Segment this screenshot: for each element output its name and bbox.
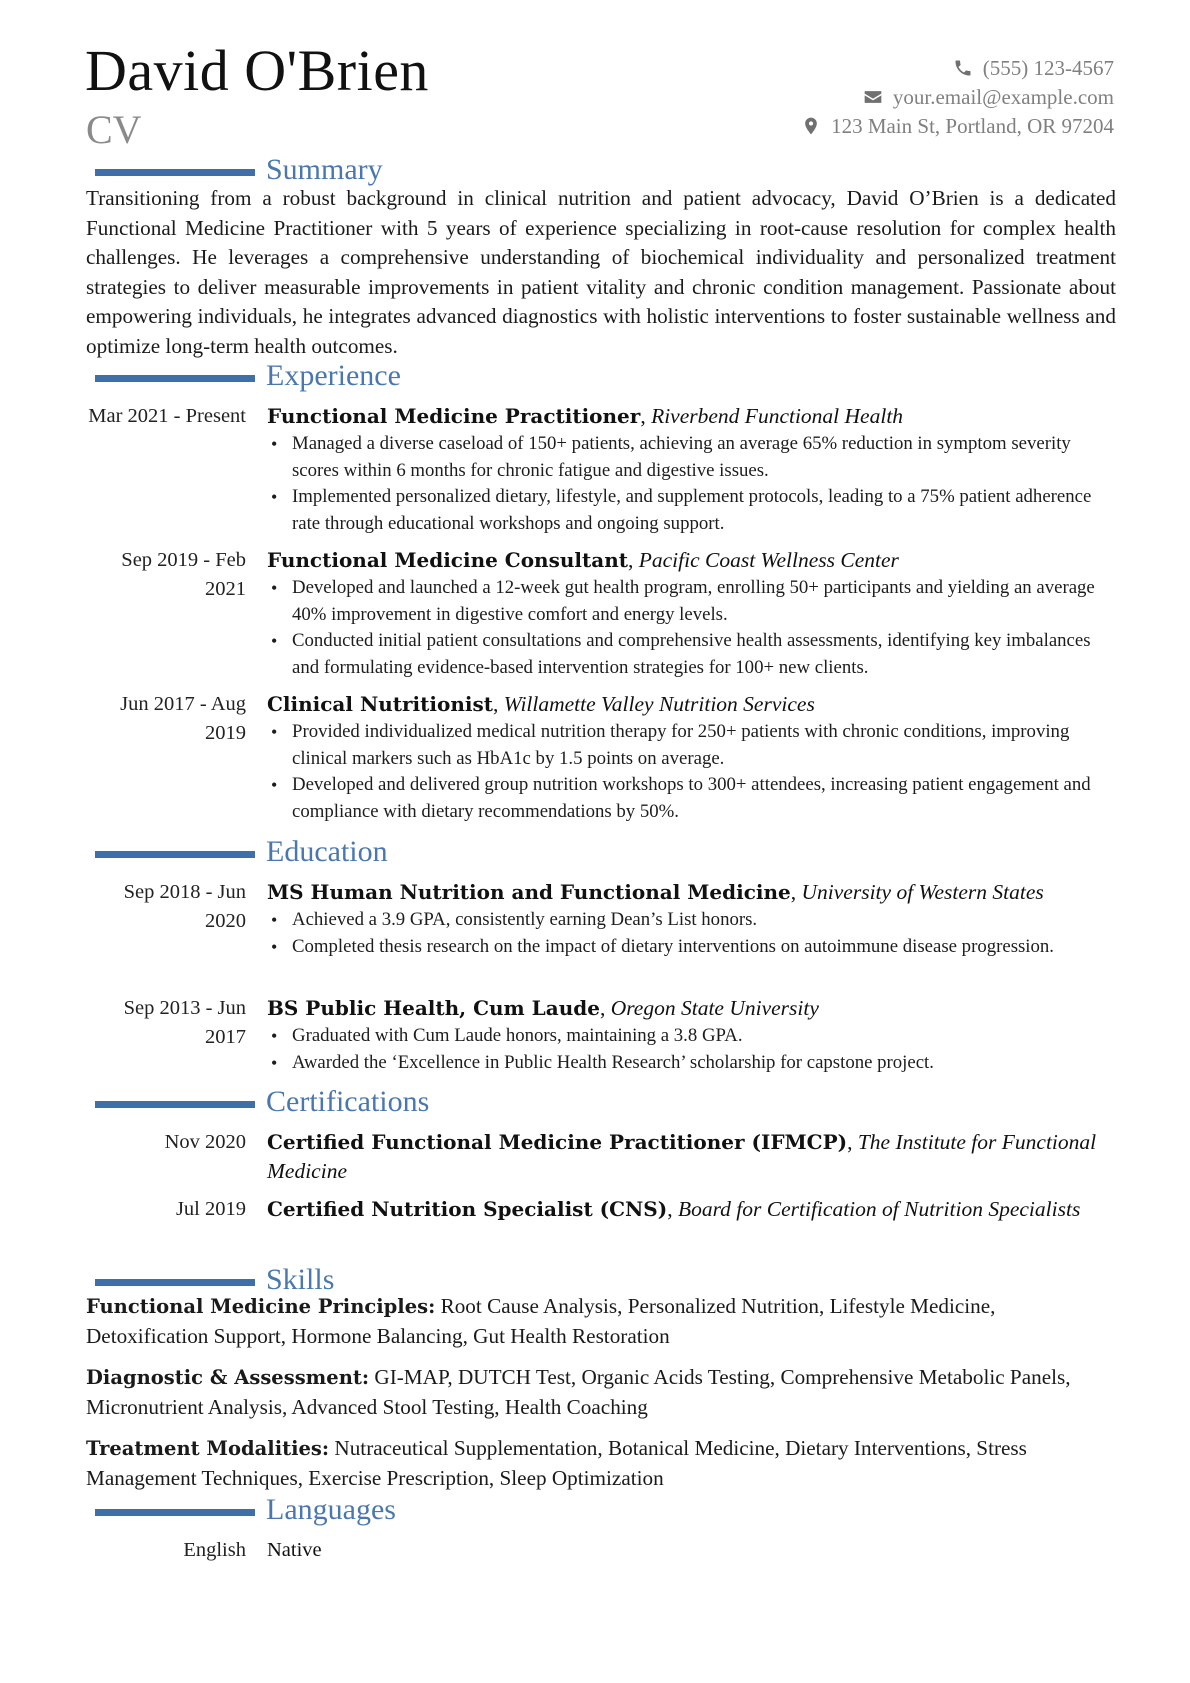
skill-group-label: Treatment Modalities: bbox=[86, 1437, 330, 1460]
section-accent-bar bbox=[95, 1279, 255, 1286]
skill-group bbox=[86, 1434, 1116, 1493]
bullet-item: • Implemented personalized dietary, lifestyle, and supplement protocols, leading to a 75% patient adherence rate through educational workshops and ongoing support. bbox=[267, 484, 1107, 537]
entry-date: Sep 2018 - Jun 2020 bbox=[123, 881, 246, 932]
bullet-item: • Awarded the ‘Excellence in Public Health Research’ scholarship for capstone project. bbox=[267, 1050, 1107, 1077]
contact-address bbox=[801, 112, 1114, 141]
entry-date: Mar 2021 - Present bbox=[88, 405, 246, 427]
section-education-heading bbox=[0, 834, 1190, 874]
bullet-item: • Conducted initial patient consultations and comprehensive health assessments, identifying key imbalances and formulating evidence-based intervention strategies for 100+ new clients. bbox=[267, 628, 1107, 681]
entry-role: Functional Medicine Consultant bbox=[267, 548, 628, 572]
entry-heading: Functional Medicine Practitioner, Riverbend Functional Health bbox=[267, 404, 904, 428]
section-title: Education bbox=[266, 835, 388, 868]
entry-bullets bbox=[267, 719, 1107, 825]
entry-heading: MS Human Nutrition and Functional Medicine, University of Western States bbox=[267, 880, 1044, 904]
entry-organization: Riverbend Functional Health bbox=[651, 404, 904, 428]
entry-date: Sep 2019 - Feb 2021 bbox=[121, 549, 246, 600]
phone-text: (555) 123-4567 bbox=[982, 56, 1114, 80]
entry-bullets bbox=[267, 431, 1107, 537]
entry-certification: Certified Functional Medicine Practitioner (IFMCP) bbox=[267, 1130, 848, 1154]
section-title: Certifications bbox=[266, 1085, 430, 1118]
entry-date: Jul 2019 bbox=[175, 1198, 246, 1220]
contact-email[interactable] bbox=[801, 83, 1114, 112]
section-title: Languages bbox=[266, 1493, 396, 1526]
entry-heading: Functional Medicine Consultant, Pacific Coast Wellness Center bbox=[267, 548, 899, 572]
entry-certification: Certified Nutrition Specialist (CNS) bbox=[267, 1197, 668, 1221]
section-accent-bar bbox=[95, 169, 255, 176]
bullet-item: • Developed and launched a 12-week gut health program, enrolling 50+ participants and yielding an average 40% improvement in digestive comfort and energy levels. bbox=[267, 575, 1107, 628]
address-text: 123 Main St, Portland, OR 97204 bbox=[831, 114, 1114, 138]
entry-issuer: The Institute for Functional Medicine bbox=[267, 1130, 1097, 1183]
section-title: Summary bbox=[266, 153, 383, 186]
section-title: Experience bbox=[266, 359, 401, 392]
bullet-item: • Managed a diverse caseload of 150+ patients, achieving an average 65% reduction in symptom severity scores within 6 months for chronic fatigue and digestive issues. bbox=[267, 431, 1107, 484]
entry-bullets bbox=[267, 575, 1107, 681]
entry-date: Sep 2013 - Jun 2017 bbox=[123, 997, 246, 1048]
entry-bullets bbox=[267, 1023, 1107, 1076]
skill-group-list: GI-MAP, DUTCH Test, Organic Acids Testing, Comprehensive Metabolic Panels, Micronutrient Analysis, Advanced Stool Testing, Health Coaching bbox=[86, 1365, 1071, 1419]
entry-date: Jun 2017 - Aug 2019 bbox=[120, 693, 246, 744]
entry-role: Clinical Nutritionist bbox=[267, 692, 493, 716]
bullet-item: • Completed thesis research on the impact of dietary interventions on autoimmune disease progression. bbox=[267, 934, 1107, 961]
bullet-item: • Graduated with Cum Laude honors, maintaining a 3.8 GPA. bbox=[267, 1023, 1107, 1050]
entry-heading: Certified Functional Medicine Practitioner (IFMCP), The Institute for Functional Medicine bbox=[267, 1130, 1097, 1183]
skill-group-label: Functional Medicine Principles: bbox=[86, 1295, 436, 1318]
entry-institution: Oregon State University bbox=[610, 996, 819, 1020]
envelope-icon bbox=[863, 87, 883, 107]
candidate-name: David O'Brien bbox=[85, 38, 429, 103]
language-level: Native bbox=[267, 1539, 322, 1561]
skill-group-label: Diagnostic & Assessment: bbox=[86, 1366, 370, 1389]
bullet-item: • Provided individualized medical nutrition therapy for 250+ patients with chronic conditions, improving clinical markers such as HbA1c by 1.5 points on average. bbox=[267, 719, 1107, 772]
entry-heading: Certified Nutrition Specialist (CNS), Board for Certification of Nutrition Specialists bbox=[267, 1197, 1081, 1221]
section-title: Skills bbox=[266, 1263, 335, 1296]
document-subtitle: CV bbox=[86, 107, 142, 152]
map-marker-icon bbox=[801, 116, 821, 136]
section-certifications-heading bbox=[0, 1084, 1190, 1124]
section-experience-heading bbox=[0, 358, 1190, 398]
entry-organization: Willamette Valley Nutrition Services bbox=[503, 692, 815, 716]
entry-heading: Clinical Nutritionist, Willamette Valley Nutrition Services bbox=[267, 692, 815, 716]
entry-role: Functional Medicine Practitioner bbox=[267, 404, 641, 428]
section-accent-bar bbox=[95, 851, 255, 858]
skill-group-list: Nutraceutical Supplementation, Botanical Medicine, Dietary Interventions, Stress Management Techniques, Exercise Prescription, Sleep Optimization bbox=[86, 1436, 1027, 1490]
skill-group bbox=[86, 1292, 1116, 1351]
skill-group-list: Root Cause Analysis, Personalized Nutrition, Lifestyle Medicine, Detoxification Support, Hormone Balancing, Gut Health Restoration bbox=[86, 1294, 996, 1348]
bullet-item: • Achieved a 3.9 GPA, consistently earning Dean’s List honors. bbox=[267, 907, 1107, 934]
email-text: your.email@example.com bbox=[892, 85, 1114, 109]
section-languages-heading bbox=[0, 1492, 1190, 1532]
summary-text: Transitioning from a robust background in clinical nutrition and patient advocacy, David O’Brien is a dedicated Functional Medicine Practitioner with 5 years of experience specializing in root-cause resolution for complex health challenges. He leverages a comprehensive understanding of biochemical individuality and personalized treatment strategies to deliver measurable improvements in patient vitality and chronic condition management. Passionate about empowering individuals, he integrates advanced diagnostics with holistic interventions to foster sustainable wellness and optimize long-term health outcomes. bbox=[86, 186, 1116, 358]
entry-degree: MS Human Nutrition and Functional Medicine bbox=[267, 880, 791, 904]
entry-heading: BS Public Health, Cum Laude, Oregon State University bbox=[267, 996, 819, 1020]
phone-icon bbox=[953, 58, 973, 78]
language-name: English bbox=[183, 1539, 246, 1561]
section-accent-bar bbox=[95, 375, 255, 382]
section-accent-bar bbox=[95, 1509, 255, 1516]
entry-issuer: Board for Certification of Nutrition Specialists bbox=[677, 1197, 1081, 1221]
entry-degree: BS Public Health, Cum Laude bbox=[267, 996, 600, 1020]
skill-group bbox=[86, 1363, 1116, 1422]
entry-institution: University of Western States bbox=[801, 880, 1044, 904]
entry-bullets bbox=[267, 907, 1107, 960]
section-accent-bar bbox=[95, 1101, 255, 1108]
contact-block bbox=[801, 54, 1114, 141]
contact-phone[interactable] bbox=[801, 54, 1114, 83]
entry-date: Nov 2020 bbox=[164, 1131, 246, 1153]
entry-organization: Pacific Coast Wellness Center bbox=[638, 548, 899, 572]
bullet-item: • Developed and delivered group nutrition workshops to 300+ attendees, increasing patient engagement and compliance with dietary recommendations by 50%. bbox=[267, 772, 1107, 825]
